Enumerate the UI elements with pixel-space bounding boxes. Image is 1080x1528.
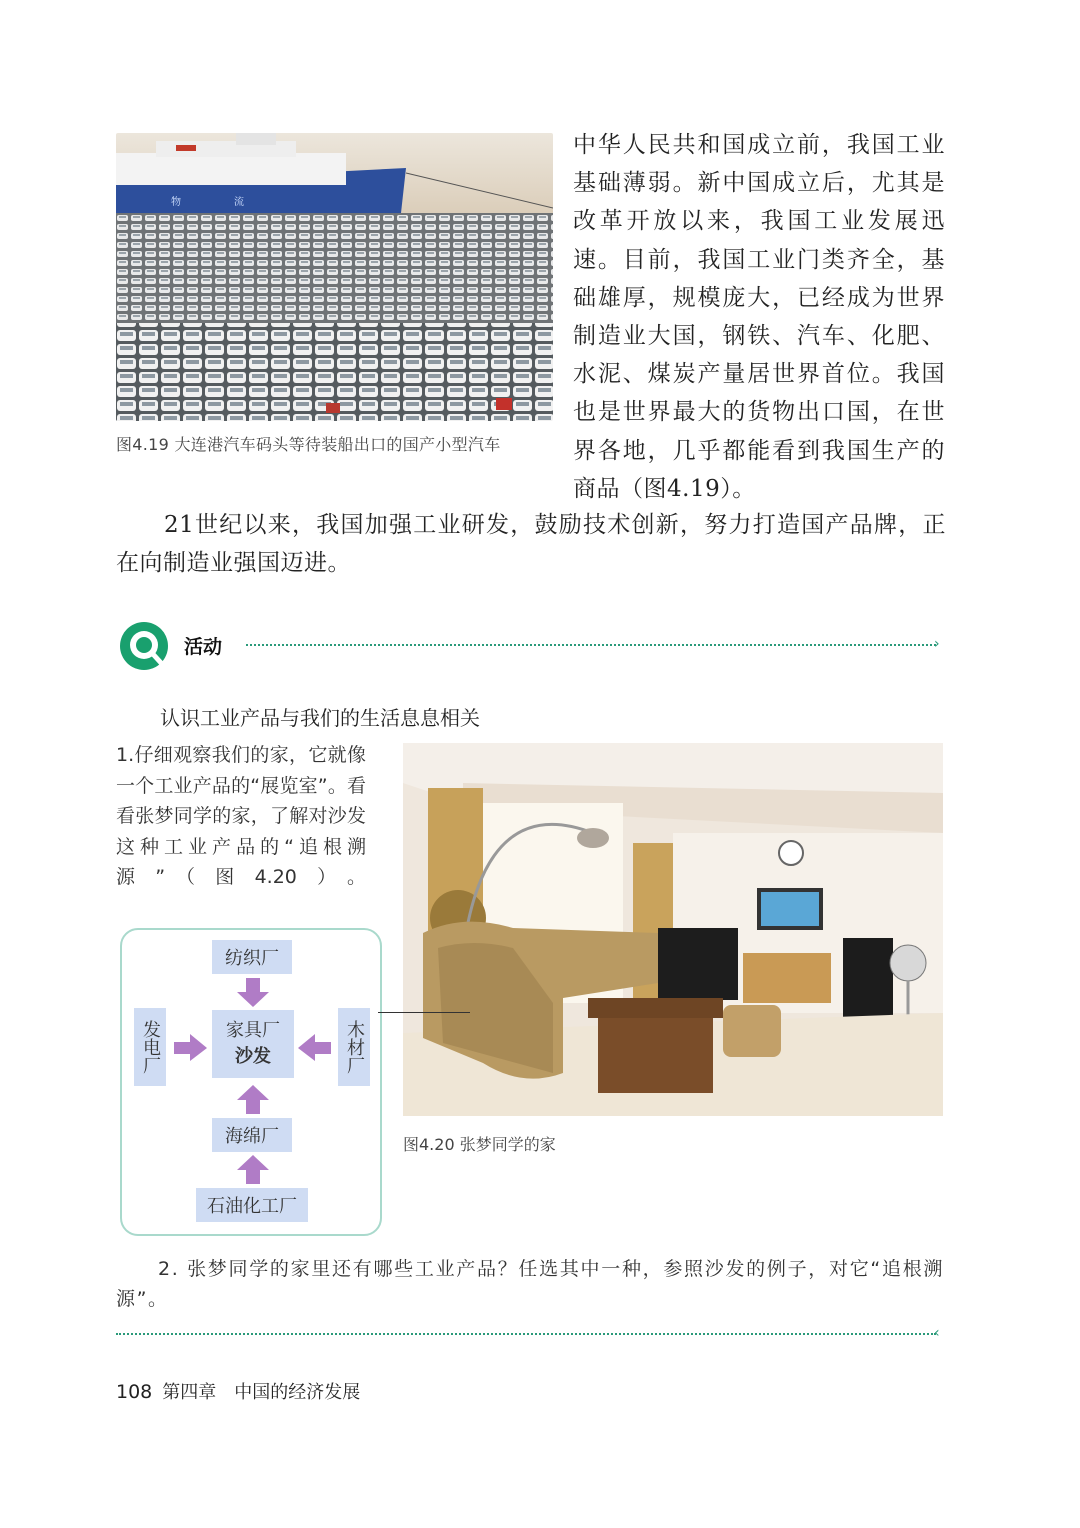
diagram-node-wood: 木材厂 [338,1008,370,1086]
figure-4-20-caption: 图4.20 张梦同学的家 [403,1135,556,1154]
diagram-node-power: 发电厂 [134,1008,166,1086]
arrow-left-icon [298,1034,332,1062]
diagram-node-furniture [212,1010,294,1078]
sofa-origin-diagram [120,928,382,1236]
diagram-node-textile: 纺织厂 [212,940,292,974]
photo-car-terminal [116,133,553,421]
diagram-node-petrochemical: 石油化工厂 [196,1188,308,1222]
body-paragraph-2: 21世纪以来，我国加强工业研发，鼓励技术创新，努力打造国产品牌，正在向制造业强国迈进。 [116,512,946,577]
living-room-illustration [403,743,943,1116]
body-paragraph-1: 中华人民共和国成立前，我国工业基础薄弱。新中国成立后，尤其是改革开放以来，我国工业发展迅速。目前，我国工业门类齐全，基础雄厚，规模庞大，已经成为世界制造业大国，钢铁、汽车、化肥、水泥、煤炭产量居世界首位。我国也是世界最大的货物出口国，在世界各地，几乎都能看到我国生产的商品（图4.19）。 [573,132,945,502]
svg-text:物: 物 [171,197,181,208]
activity-divider-top [246,644,936,646]
activity-icon [118,620,170,672]
diagram-node-sponge: 海绵厂 [212,1118,292,1152]
activity-title: 活动 [184,636,223,658]
diagram-node-sofa-label: 沙发 [235,1046,271,1067]
arrow-right-icon [174,1034,208,1062]
photo-living-room [403,743,943,1116]
chevron-right-icon: › [934,636,940,652]
diagram-node-furniture-label: 家具厂 [226,1020,280,1041]
activity-subtitle: 认识工业产品与我们的生活息息相关 [160,706,480,730]
chapter-title: 中国的经济发展 [234,1382,361,1403]
page-number: 108 [116,1381,153,1403]
activity-question-2: 2. 张梦同学的家里还有哪些工业产品？任选其中一种，参照沙发的例子，对它“追根溯源”。 [116,1258,944,1310]
page-footer [116,1378,360,1404]
svg-text:流: 流 [234,197,244,208]
activity-question-1: 1.仔细观察我们的家，它就像一个工业产品的“展览室”。看看张梦同学的家，了解对沙发这种工业产品的“追根溯源”（图4.20）。 [116,744,366,888]
arrow-up-icon [236,1155,270,1185]
activity-divider-bottom [116,1333,936,1335]
figure-4-19-caption: 图4.19 大连港汽车码头等待装船出口的国产小型汽车 [116,435,501,454]
car-terminal-illustration [116,133,553,421]
chapter-label: 第四章 [162,1382,217,1403]
leader-line [378,1012,470,1013]
arrow-down-icon [236,978,270,1008]
arrow-up-icon [236,1085,270,1115]
chevron-left-icon: ‹ [934,1325,940,1341]
